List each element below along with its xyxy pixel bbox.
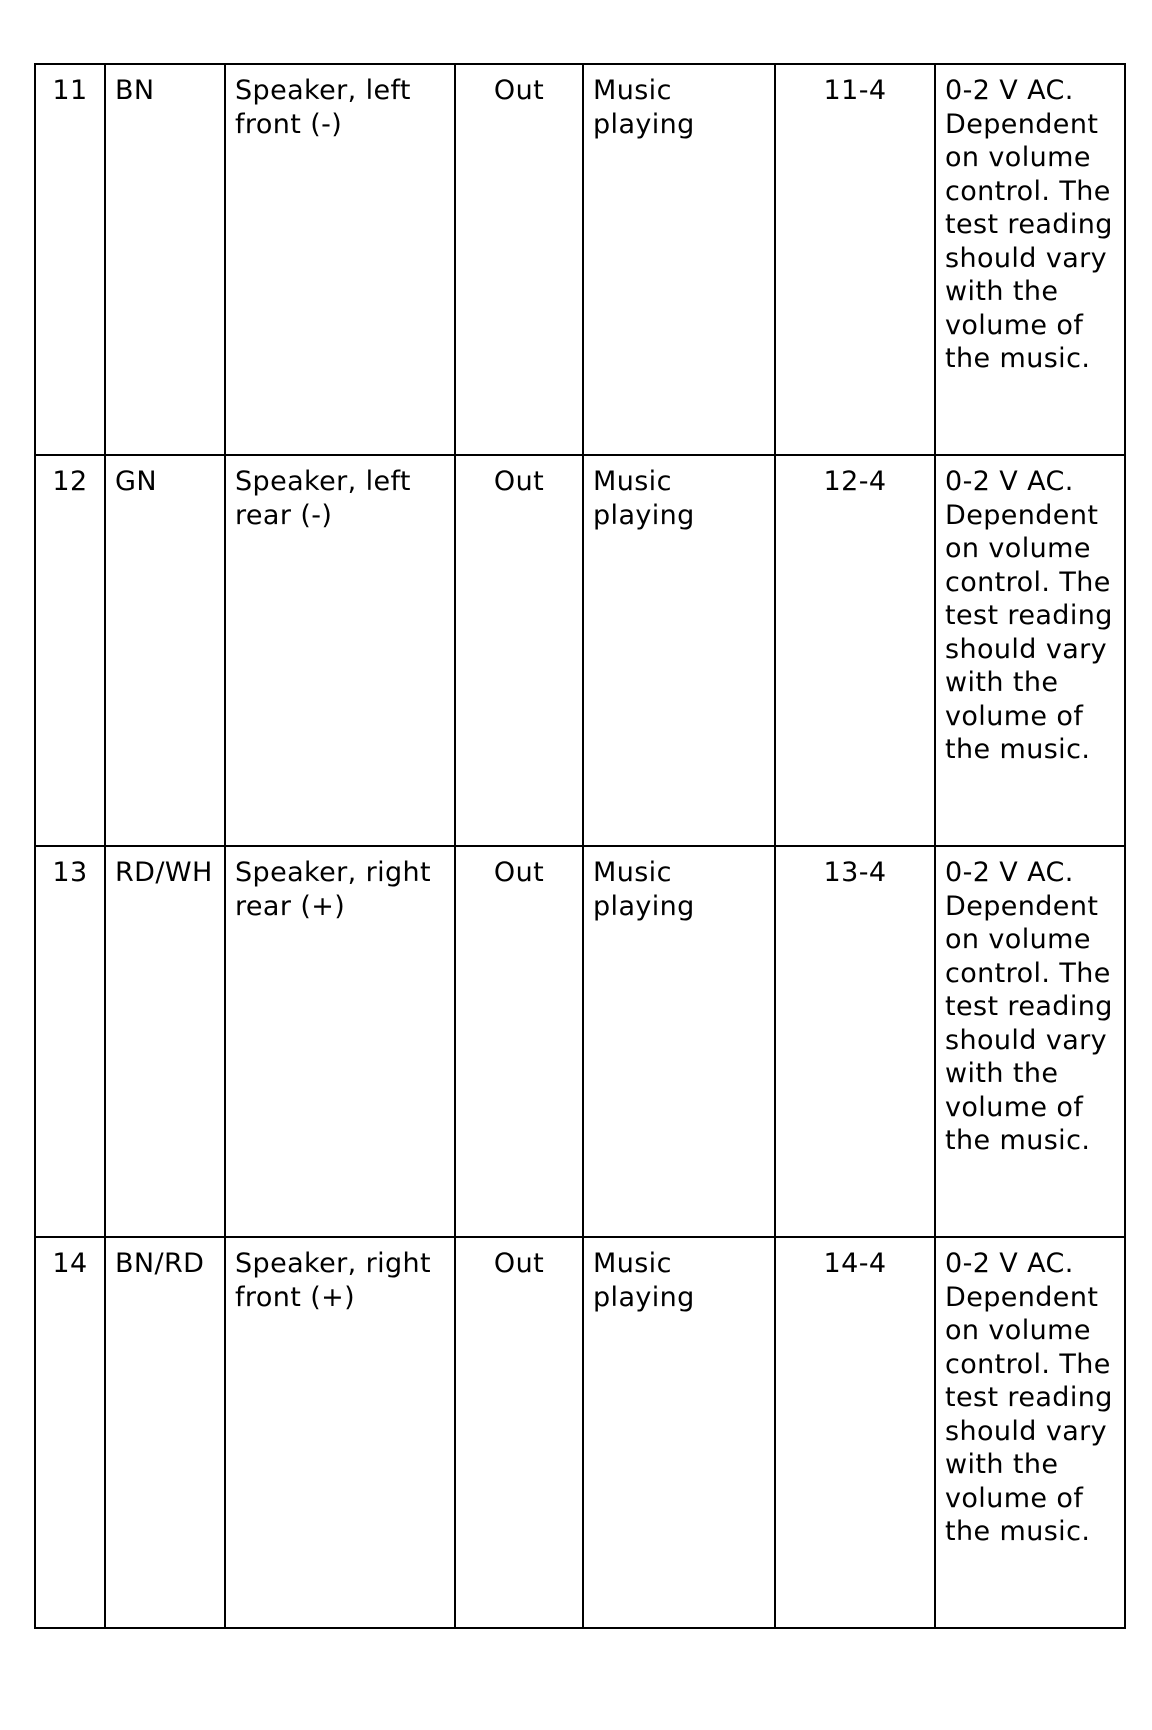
signal-direction-text: Out xyxy=(493,466,545,497)
test-condition xyxy=(583,455,775,846)
pin-number-text: 14 xyxy=(52,1248,88,1279)
pin-number-text: 13 xyxy=(52,857,88,888)
pin-number-text: 11 xyxy=(52,75,88,106)
measure-points xyxy=(775,1237,935,1628)
pin-description-text: Speaker, right front (+) xyxy=(235,1248,432,1313)
expected-value xyxy=(935,455,1125,846)
measure-points xyxy=(775,455,935,846)
wire-color xyxy=(105,64,225,455)
measure-points-text: 14-4 xyxy=(823,1248,887,1279)
pin-description xyxy=(225,1237,455,1628)
expected-value-text: 0-2 V AC. Dependent on volume control. The test reading should vary with the volume of the music. xyxy=(945,857,1113,1156)
test-condition xyxy=(583,1237,775,1628)
pin-description xyxy=(225,455,455,846)
signal-direction xyxy=(455,1237,583,1628)
signal-direction xyxy=(455,455,583,846)
wire-color xyxy=(105,455,225,846)
pin-number xyxy=(35,1237,105,1628)
wire-color xyxy=(105,846,225,1237)
test-condition xyxy=(583,846,775,1237)
test-condition xyxy=(583,64,775,455)
expected-value xyxy=(935,1237,1125,1628)
connector-pin-table xyxy=(34,63,1126,1629)
wire-color xyxy=(105,1237,225,1628)
wire-color-text: BN xyxy=(115,75,155,106)
wire-color-text: GN xyxy=(115,466,157,497)
signal-direction xyxy=(455,64,583,455)
pin-number xyxy=(35,455,105,846)
pin-number-text: 12 xyxy=(52,466,88,497)
test-condition-text: Music playing xyxy=(593,466,695,531)
table-row xyxy=(35,1237,1125,1628)
pin-number xyxy=(35,846,105,1237)
pin-description xyxy=(225,846,455,1237)
signal-direction xyxy=(455,846,583,1237)
signal-direction-text: Out xyxy=(493,857,545,888)
test-condition-text: Music playing xyxy=(593,75,695,140)
measure-points xyxy=(775,64,935,455)
expected-value-text: 0-2 V AC. Dependent on volume control. The test reading should vary with the volume of the music. xyxy=(945,1248,1113,1547)
pin-description-text: Speaker, left front (-) xyxy=(235,75,411,140)
pin-description-text: Speaker, right rear (+) xyxy=(235,857,432,922)
test-condition-text: Music playing xyxy=(593,857,695,922)
table-row xyxy=(35,455,1125,846)
signal-direction-text: Out xyxy=(493,75,545,106)
pin-description-text: Speaker, left rear (-) xyxy=(235,466,411,531)
measure-points-text: 11-4 xyxy=(823,75,887,106)
measure-points xyxy=(775,846,935,1237)
pin-description xyxy=(225,64,455,455)
expected-value xyxy=(935,846,1125,1237)
table-row xyxy=(35,846,1125,1237)
table-row xyxy=(35,64,1125,455)
wire-color-text: BN/RD xyxy=(115,1248,205,1279)
pin-number xyxy=(35,64,105,455)
test-condition-text: Music playing xyxy=(593,1248,695,1313)
measure-points-text: 12-4 xyxy=(823,466,887,497)
expected-value-text: 0-2 V AC. Dependent on volume control. The test reading should vary with the volume of the music. xyxy=(945,466,1113,765)
expected-value-text: 0-2 V AC. Dependent on volume control. The test reading should vary with the volume of the music. xyxy=(945,75,1113,374)
measure-points-text: 13-4 xyxy=(823,857,887,888)
wire-color-text: RD/WH xyxy=(115,857,213,888)
expected-value xyxy=(935,64,1125,455)
signal-direction-text: Out xyxy=(493,1248,545,1279)
